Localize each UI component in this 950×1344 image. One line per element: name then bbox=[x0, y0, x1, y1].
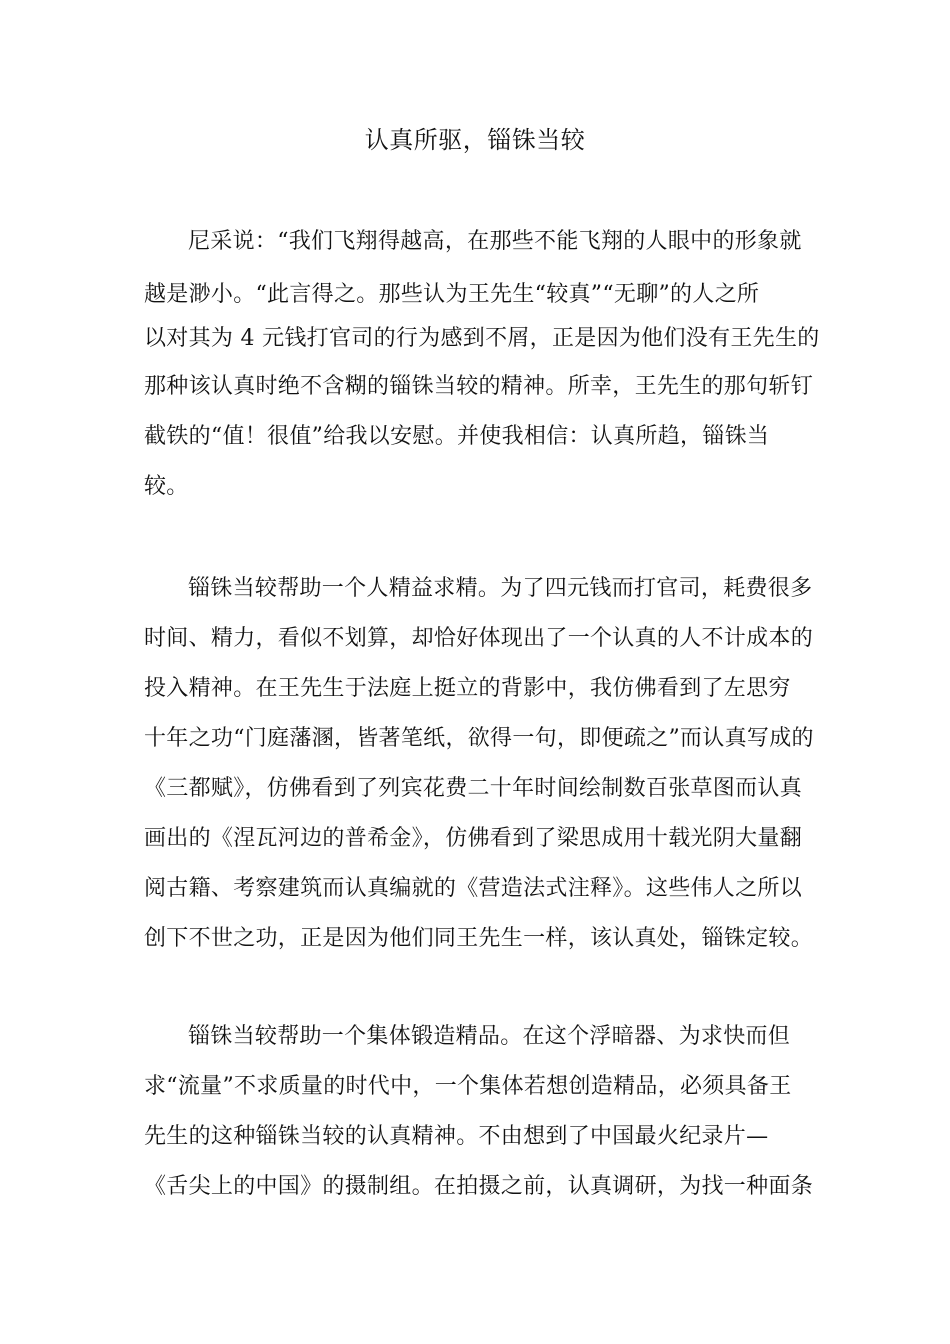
paragraph-1-line-4: 那种该认真时绝不含糊的锱铢当较的精神。所幸，王先生的那句斩钉 bbox=[144, 374, 814, 399]
paragraph-1-line-1: 尼采说：“我们飞翔得越高，在那些不能飞翔的人眼中的形象就 bbox=[188, 229, 802, 254]
paragraph-3-line-1: 锱铢当较帮助一个集体锻造精品。在这个浮暗器、为求快而但 bbox=[188, 1024, 791, 1049]
paragraph-1-line-3: 以对其为 4 元钱打官司的行为感到不屑，正是因为他们没有王先生的 bbox=[144, 326, 820, 351]
paragraph-1-line-2: 越是渺小。“此言得之。那些认为王先生“较真”“无聊”的人之所 bbox=[144, 282, 760, 307]
paragraph-1-line-6: 较。 bbox=[144, 474, 189, 499]
paragraph-1-line-5: 截铁的“值！很值”给我以安慰。并使我相信：认真所趋，锱铢当 bbox=[144, 424, 770, 449]
paragraph-2-line-6: 画出的《涅瓦河边的普希金》，仿佛看到了梁思成用十载光阴大量翻 bbox=[144, 826, 803, 851]
paragraph-2-line-3: 投入精神。在王先生于法庭上挺立的背影中，我仿佛看到了左思穷 bbox=[144, 676, 791, 701]
paragraph-3-line-4: 《舌尖上的中国》的摄制组。在拍摄之前，认真调研，为找一种面条 bbox=[144, 1174, 814, 1199]
paragraph-3-line-3: 先生的这种锱铢当较的认真精神。不由想到了中国最火纪录片— bbox=[144, 1124, 769, 1149]
paragraph-2-line-8: 创下不世之功，正是因为他们同王先生一样，该认真处，锱铢定较。 bbox=[144, 926, 814, 951]
paragraph-2-line-2: 时间、精力，看似不划算，却恰好体现出了一个认真的人不计成本的 bbox=[144, 626, 814, 651]
document-title: 认真所驱，锱铢当较 bbox=[364, 126, 586, 154]
paragraph-2-line-1: 锱铢当较帮助一个人精益求精。为了四元钱而打官司，耗费很多 bbox=[188, 576, 813, 601]
paragraph-3-line-2: 求“流量”不求质量的时代中，一个集体若想创造精品，必须具备王 bbox=[144, 1074, 792, 1099]
paragraph-2-line-7: 阅古籍、考察建筑而认真编就的《营造法式注释》。这些伟人之所以 bbox=[144, 876, 803, 901]
paragraph-2-line-5: 《三都赋》，仿佛看到了列宾花费二十年时间绘制数百张草图而认真 bbox=[144, 776, 803, 801]
paragraph-2-line-4: 十年之功“门庭藩溷，皆著笔纸，欲得一句，即便疏之”而认真写成的 bbox=[144, 726, 814, 751]
